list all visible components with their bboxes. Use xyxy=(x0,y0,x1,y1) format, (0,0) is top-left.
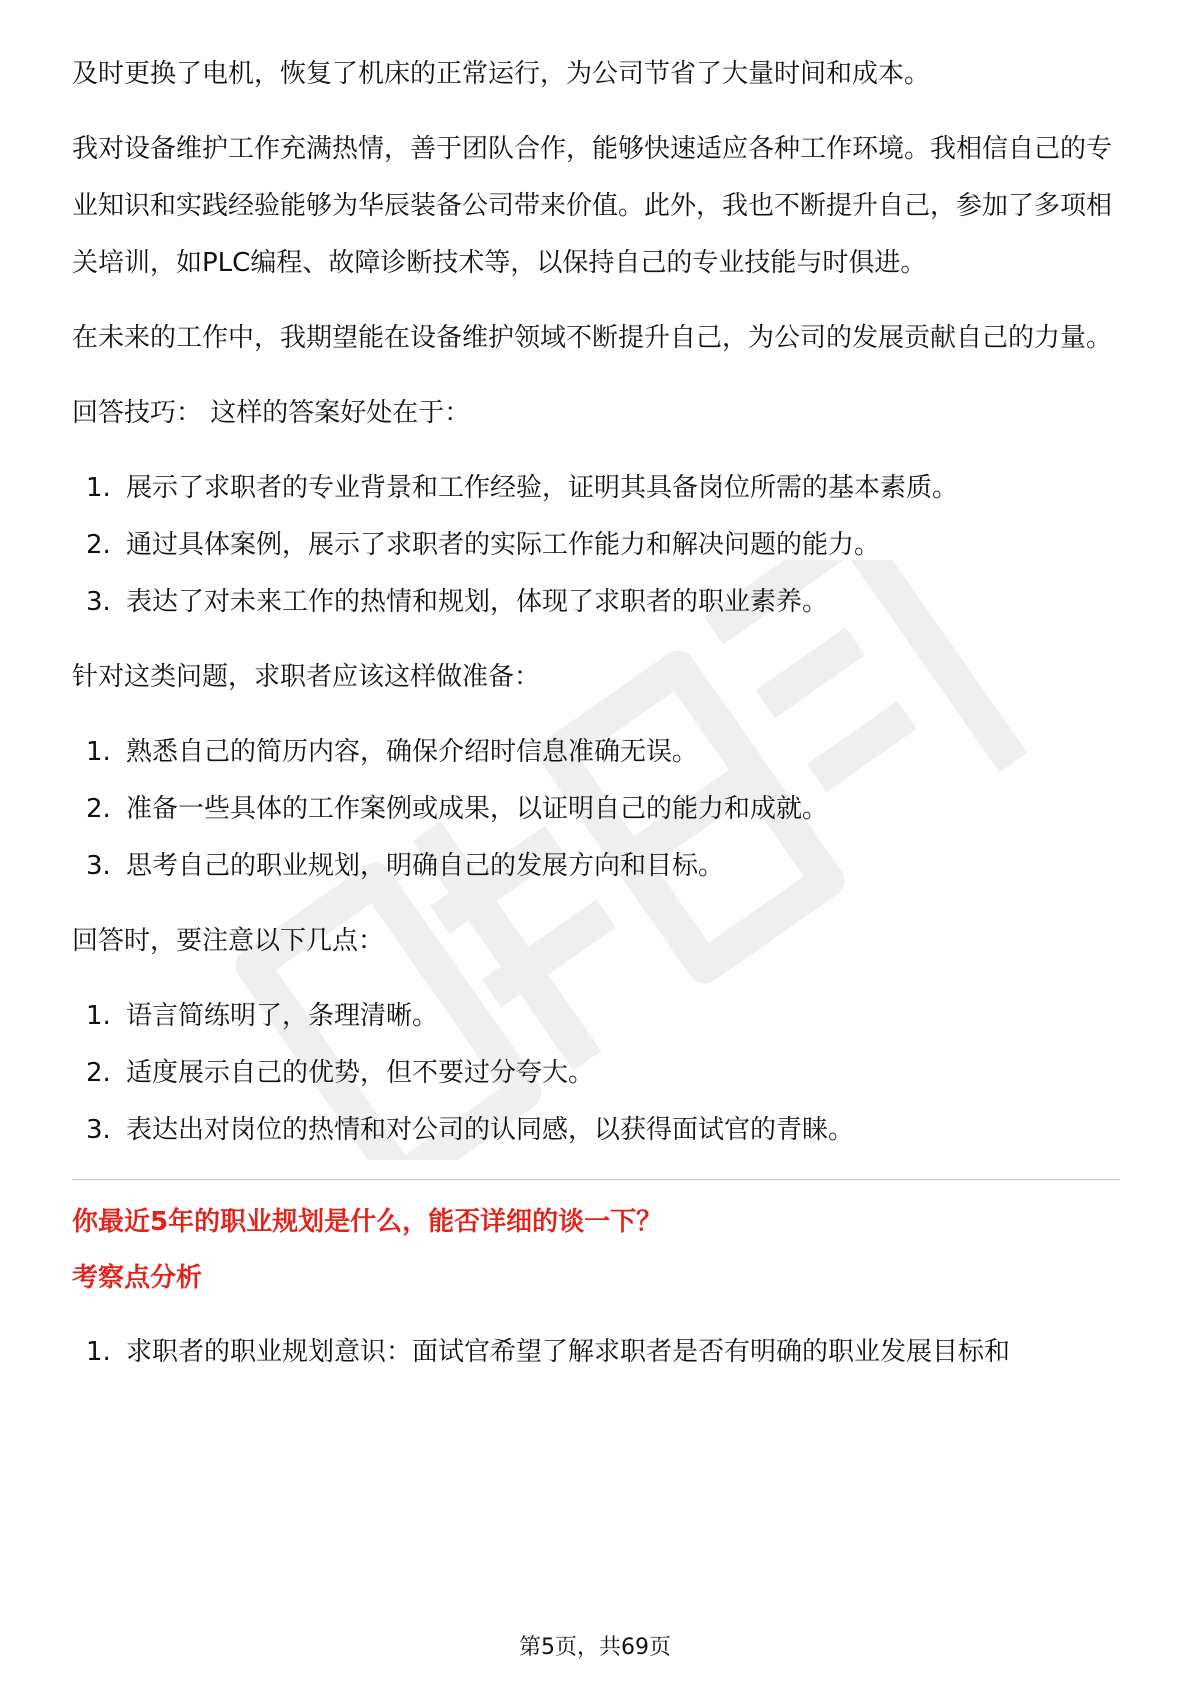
notes-heading: 回答时，要注意以下几点： xyxy=(72,926,385,956)
list-item: 3. 表达出对岗位的热情和对公司的认同感，以获得面试官的青睐。 xyxy=(86,1115,855,1145)
section-divider xyxy=(72,1179,1120,1180)
notes-list xyxy=(72,988,1120,1159)
analysis-heading: 考察点分析 xyxy=(72,1263,203,1293)
document-body xyxy=(72,46,1120,1381)
list-item: 2. 准备一些具体的工作案例或成果，以证明自己的能力和成就。 xyxy=(86,794,829,824)
list-item: 1. 熟悉自己的简历内容，确保介绍时信息准确无误。 xyxy=(86,737,699,767)
list-item: 2. 通过具体案例，展示了求职者的实际工作能力和解决问题的能力。 xyxy=(86,530,881,560)
prep-heading: 针对这类问题，求职者应该这样做准备： xyxy=(72,662,541,692)
prep-list xyxy=(72,724,1120,895)
list-item: 1. 语言简练明了，条理清晰。 xyxy=(86,1001,439,1031)
paragraph-passion: 我对设备维护工作充满热情，善于团队合作，能够快速适应各种工作环境。我相信自己的专业知识和实践经验能够为华辰装备公司带来价值。此外，我也不断提升自己，参加了多项相关培训，如PLC编程、故障诊断技术等，以保持自己的专业技能与时俱进。 xyxy=(72,134,1113,278)
tips-list xyxy=(72,460,1120,631)
list-item: 3. 表达了对未来工作的热情和规划，体现了求职者的职业素养。 xyxy=(86,587,829,617)
page-number: 第5页，共69页 xyxy=(519,1635,671,1660)
paragraph-intro-end: 及时更换了电机，恢复了机床的正常运行，为公司节省了大量时间和成本。 xyxy=(72,59,931,89)
analysis-list xyxy=(72,1324,1120,1381)
paragraph-future: 在未来的工作中，我期望能在设备维护领域不断提升自己，为公司的发展贡献自己的力量。 xyxy=(72,323,1113,353)
list-item: 2. 适度展示自己的优势，但不要过分夸大。 xyxy=(86,1058,595,1088)
list-item: 1. 展示了求职者的专业背景和工作经验，证明其具备岗位所需的基本素质。 xyxy=(86,473,959,503)
question-title: 你最近5年的职业规划是什么，能否详细的谈一下？ xyxy=(72,1207,663,1237)
list-item: 1. 求职者的职业规划意识：面试官希望了解求职者是否有明确的职业发展目标和 xyxy=(86,1337,1011,1367)
tips-heading: 回答技巧： 这样的答案好处在于： xyxy=(72,398,471,428)
list-item: 3. 思考自己的职业规划，明确自己的发展方向和目标。 xyxy=(86,851,725,881)
